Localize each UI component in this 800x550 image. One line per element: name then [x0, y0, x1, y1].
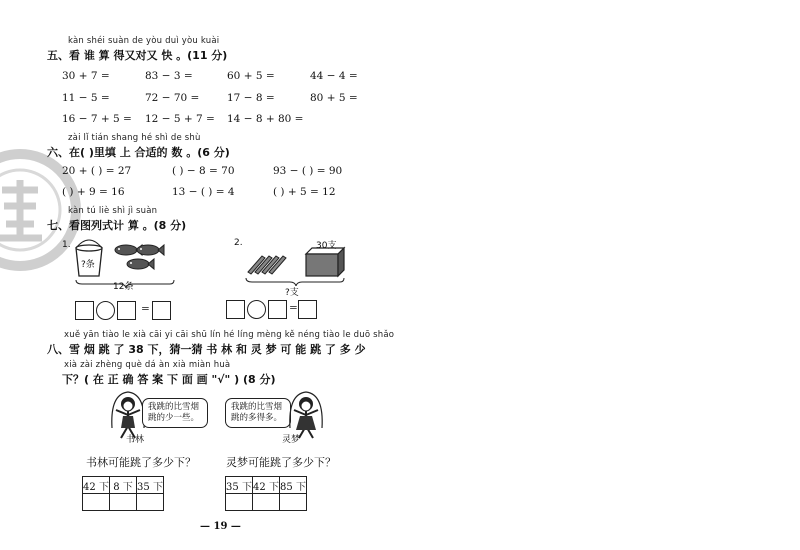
answer-options-lingmeng	[225, 476, 307, 511]
fill-blank-equation: 20 + ( ) = 27	[62, 165, 132, 177]
fill-blank-equation: ( ) + 5 = 12	[273, 186, 336, 198]
option-cell: 35 下	[226, 477, 253, 494]
sec8-heading-line2: 下？( 在 正 确 答 案 下 面 画 "√" ) (8 分)	[62, 373, 276, 386]
question-lingmeng: 灵梦可能跳了多少下？	[226, 456, 336, 469]
option-cell: 42 下	[83, 477, 110, 494]
equation: 12 − 5 + 7 =	[145, 113, 215, 125]
fill-blank-equation: ( ) − 8 = 70	[172, 165, 235, 177]
answer-options-shulin	[82, 476, 164, 511]
equation: 83 − 3 =	[145, 70, 193, 82]
question-shulin: 书林可能跳了多少下？	[86, 456, 196, 469]
kid-name: 灵梦	[282, 435, 301, 445]
sec6-pinyin: zài lǐ tián shang hé shì de shù	[68, 133, 201, 143]
equation: 17 − 8 =	[227, 92, 275, 104]
problem-number: 1.	[62, 240, 71, 250]
problem-number: 2.	[234, 238, 243, 248]
answer-box[interactable]	[298, 300, 317, 319]
pencils-box-illustration	[244, 244, 354, 286]
check-cell[interactable]	[253, 494, 280, 511]
equals-sign: =	[141, 303, 150, 315]
total-label: 12条	[113, 282, 134, 292]
option-cell: 42 下	[253, 477, 280, 494]
check-cell[interactable]	[137, 494, 164, 511]
check-cell[interactable]	[280, 494, 307, 511]
sec7-pinyin: kàn tú liè shì jì suàn	[68, 206, 158, 216]
option-cell: 8 下	[110, 477, 137, 494]
sec8-heading-line1: 八、雪 烟 跳 了 38 下，猜一猜 书 林 和 灵 梦 可 能 跳 了 多 少	[47, 343, 366, 356]
answer-box[interactable]	[152, 301, 171, 320]
answer-box[interactable]	[75, 301, 94, 320]
sec7-heading: 七、看图列式计 算 。(8 分)	[47, 219, 187, 232]
equation: 11 − 5 =	[62, 92, 110, 104]
fill-blank-equation: 13 − ( ) = 4	[172, 186, 235, 198]
sec5-pinyin: kàn shéi suàn de yòu duì yòu kuài	[68, 36, 220, 46]
option-cell: 85 下	[280, 477, 307, 494]
sec5-heading: 五、看 谁 算 得又对又 快 。(11 分)	[47, 49, 228, 62]
check-cell[interactable]	[226, 494, 253, 511]
equation: 44 − 4 =	[310, 70, 358, 82]
equation: 14 − 8 + 80 =	[227, 113, 304, 125]
equation: 80 + 5 =	[310, 92, 358, 104]
operator-circle[interactable]	[247, 300, 266, 319]
answer-box[interactable]	[117, 301, 136, 320]
sec8-pinyin-2: xià zài zhèng què dá àn xià miàn huà	[64, 360, 231, 370]
operator-circle[interactable]	[96, 301, 115, 320]
kid-name: 书林	[126, 435, 145, 445]
option-cell: 35 下	[137, 477, 164, 494]
bucket-label: ?条	[81, 260, 95, 270]
sec6-heading: 六、在( )里填 上 合适的 数 。(6 分)	[47, 146, 230, 159]
check-cell[interactable]	[83, 494, 110, 511]
answer-box[interactable]	[268, 300, 287, 319]
fill-blank-equation: 93 − ( ) = 90	[273, 165, 343, 177]
equation: 72 − 70 =	[145, 92, 200, 104]
equation: 60 + 5 =	[227, 70, 275, 82]
total-label: ?支	[285, 288, 299, 298]
equation: 16 − 7 + 5 =	[62, 113, 132, 125]
equation: 30 + 7 =	[62, 70, 110, 82]
box-label: 30支	[316, 241, 337, 251]
check-cell[interactable]	[110, 494, 137, 511]
answer-box[interactable]	[226, 300, 245, 319]
sec8-pinyin-1: xuě yān tiào le xià cāi yi cāi shū lín hé líng mèng kě néng tiào le duō shǎo	[64, 330, 395, 340]
fill-blank-equation: ( ) + 9 = 16	[62, 186, 125, 198]
equals-sign: =	[289, 302, 298, 314]
speech-bubble: 我跳的比雪烟跳的多得多。	[225, 398, 291, 428]
page-number: — 19 —	[200, 521, 241, 532]
speech-bubble: 我跳的比雪烟跳的少一些。	[142, 398, 208, 428]
